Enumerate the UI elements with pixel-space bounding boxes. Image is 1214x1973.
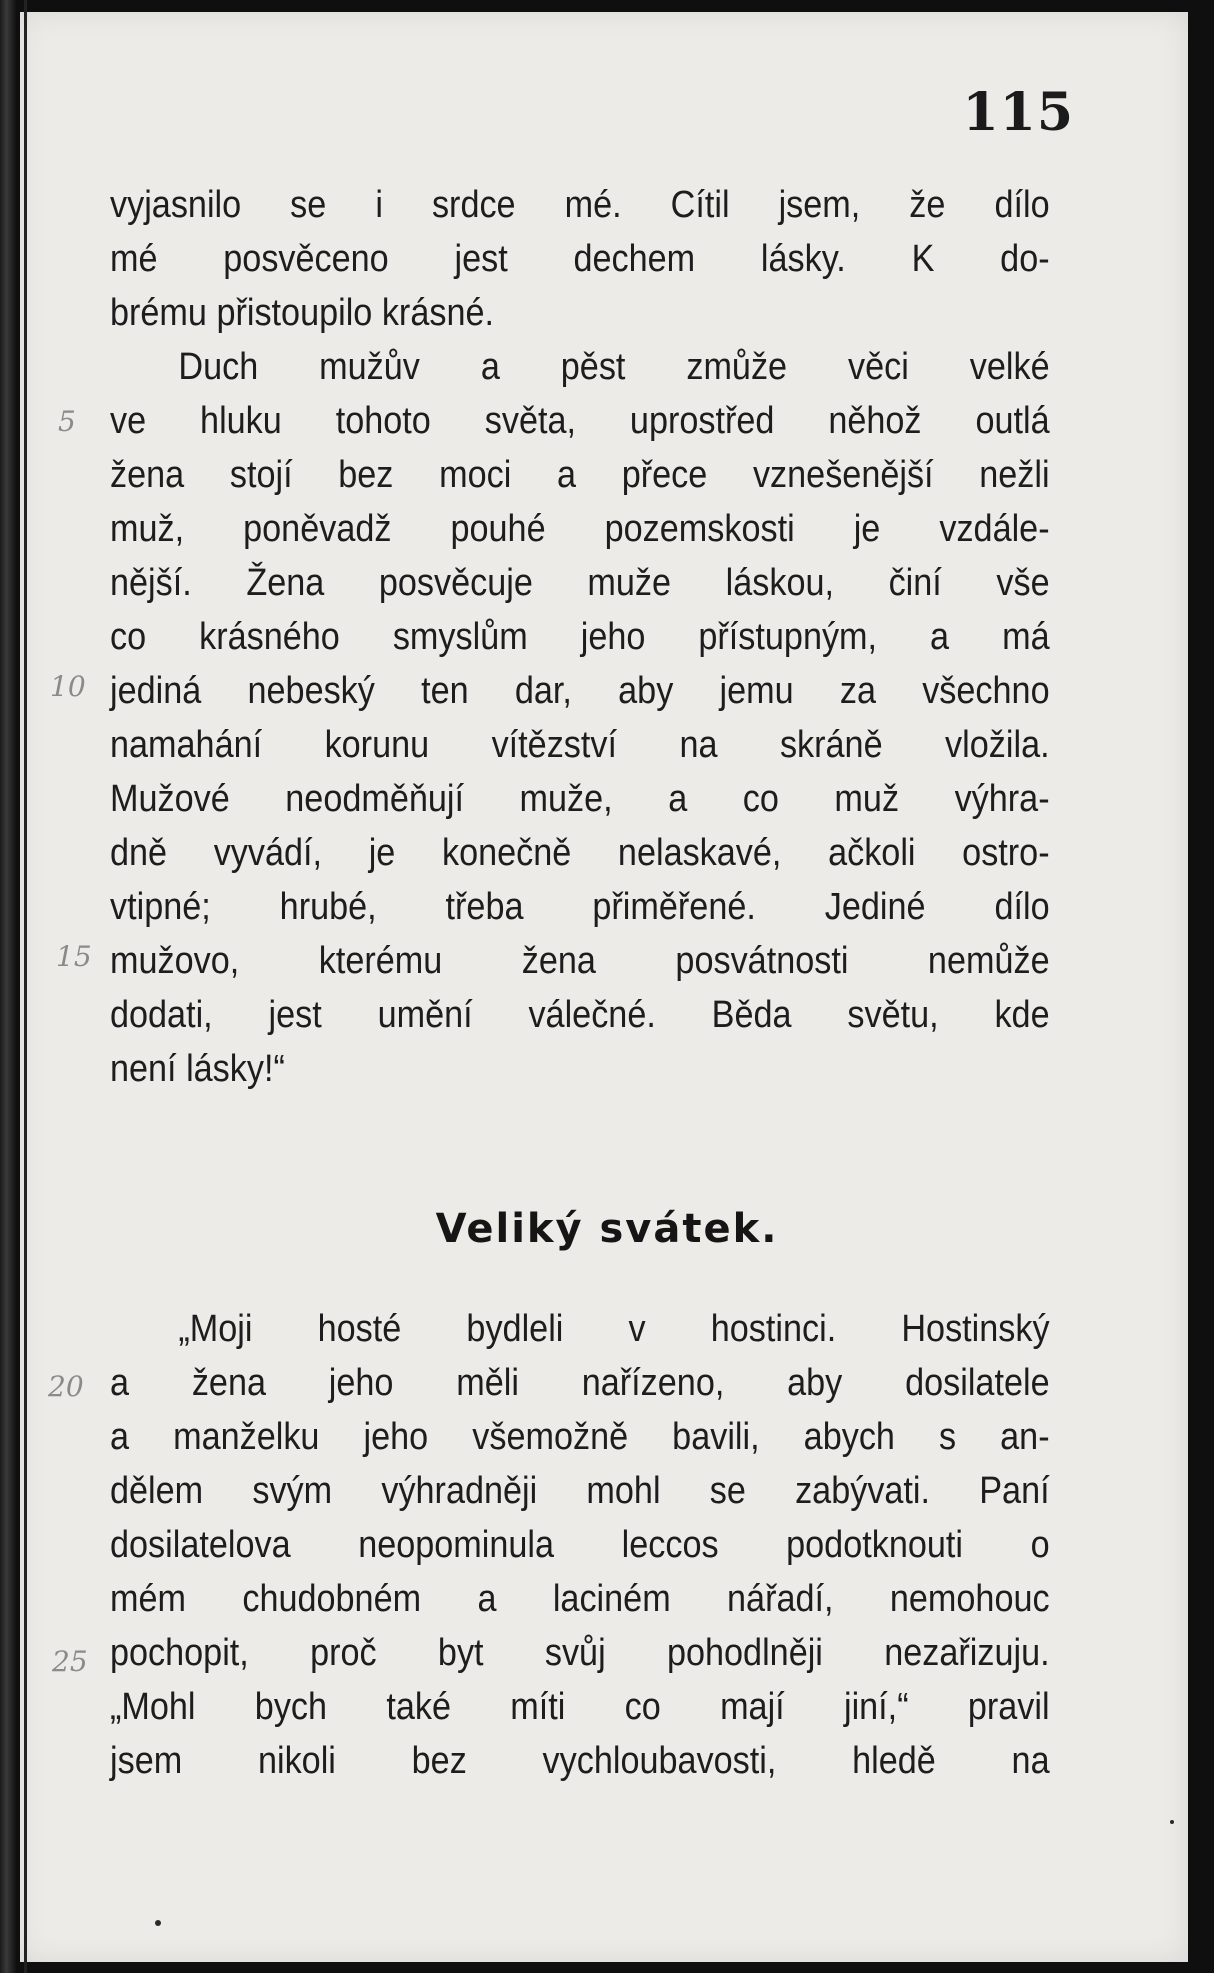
text-line: a manželku jeho všemožně bavili, abych s an- bbox=[110, 1416, 1050, 1458]
text-line: dosilatelova neopominula leccos podotknouti o bbox=[110, 1524, 1050, 1566]
text-line: muž, poněvadž pouhé pozemskosti je vzdále- bbox=[110, 508, 1050, 550]
text-line: Duch mužův a pěst zmůže věci velké bbox=[178, 346, 1050, 388]
text-line: jsem nikoli bez vychloubavosti, hledě na bbox=[110, 1740, 1050, 1782]
text-line: žena stojí bez moci a přece vznešenější nežli bbox=[110, 454, 1050, 496]
text-line: dně vyvádí, je konečně nelaskavé, ačkoli ostro- bbox=[110, 832, 1050, 874]
text-line: jediná nebeský ten dar, aby jemu za všechno bbox=[110, 670, 1050, 712]
text-line: Mužové neodměňují muže, a co muž výhra- bbox=[110, 778, 1050, 820]
text-line: mužovo, kterému žena posvátnosti nemůže bbox=[110, 940, 1050, 982]
paragraph-2 bbox=[110, 340, 1050, 1096]
text-line: není lásky!“ bbox=[110, 1048, 285, 1090]
scan-speck bbox=[1170, 1820, 1174, 1824]
section-heading: Veliký svátek. bbox=[435, 1206, 779, 1252]
margin-line-mark: 20 bbox=[48, 1370, 84, 1403]
text-line: pochopit, proč byt svůj pohodlněji nezařizuju. bbox=[110, 1632, 1050, 1674]
text-line: dodati, jest umění válečné. Běda světu, kde bbox=[110, 994, 1050, 1036]
text-line: mé posvěceno jest dechem lásky. K do- bbox=[110, 238, 1050, 280]
paragraph-3 bbox=[110, 1302, 1050, 1788]
text-line: mém chudobném a laciném nářadí, nemohouc bbox=[110, 1578, 1050, 1620]
paragraph-1 bbox=[110, 178, 1050, 340]
text-line: nější. Žena posvěcuje muže láskou, činí vše bbox=[110, 562, 1050, 604]
margin-line-mark: 15 bbox=[56, 940, 92, 973]
text-line: dělem svým výhradněji mohl se zabývati. Paní bbox=[110, 1470, 1050, 1512]
text-line: namahání korunu vítězství na skráně vložila. bbox=[110, 724, 1050, 766]
scan-speck bbox=[155, 1920, 161, 1926]
page-number: 115 bbox=[962, 82, 1074, 143]
scan-left-edge bbox=[0, 0, 16, 1973]
margin-line-mark: 10 bbox=[50, 670, 86, 703]
margin-line-mark: 5 bbox=[58, 405, 76, 438]
text-line: brému přistoupilo krásné. bbox=[110, 292, 494, 334]
text-line: „Moji hosté bydleli v hostinci. Hostinský bbox=[178, 1308, 1050, 1350]
text-line: vyjasnilo se i srdce mé. Cítil jsem, že dílo bbox=[110, 184, 1050, 226]
text-line: ve hluku tohoto světa, uprostřed něhož outlá bbox=[110, 400, 1050, 442]
text-line: „Mohl bych také míti co mají jiní,“ pravil bbox=[110, 1686, 1050, 1728]
margin-line-mark: 25 bbox=[52, 1645, 88, 1678]
page-edge-line bbox=[24, 0, 27, 1973]
text-line: co krásného smyslům jeho přístupným, a má bbox=[110, 616, 1050, 658]
text-line: a žena jeho měli nařízeno, aby dosilatele bbox=[110, 1362, 1050, 1404]
text-line: vtipné; hrubé, třeba přiměřené. Jediné dílo bbox=[110, 886, 1050, 928]
